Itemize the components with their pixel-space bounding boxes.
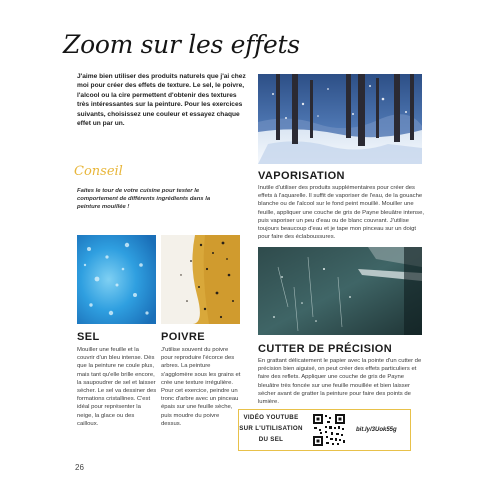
sel-image bbox=[77, 235, 156, 324]
page-number: 26 bbox=[75, 463, 84, 472]
vaporisation-text: Inutile d'utiliser des produits supplémentaires pour créer des effets à l'aquarelle. Il suffit de vaporiser de l'eau, de la gouache blanche ou de l'alcool sur le fond peint mouillé. Mouiller une feuille, appliquer une couche de gris de Payne bleuâtre intense, puis vaporiser un peu d'eau ou de blanc couvrant. J'utilise toujours beaucoup d'eau et je tape mon pinceau sur un doigt pour faire des éclaboussures. bbox=[258, 185, 425, 241]
poivre-heading: POIVRE bbox=[161, 331, 205, 343]
conseil-heading: Conseil bbox=[74, 164, 123, 179]
page-title: Zoom sur les effets bbox=[63, 30, 300, 59]
salt-texture-painting bbox=[77, 235, 156, 324]
youtube-label: VIDÉO YOUTUBE SUR L'UTILISATION DU SEL bbox=[239, 414, 303, 443]
sel-text: Mouiller une feuille et la couvrir d'un bleu intense. Dès que la peinture ne coule plus, mais tant qu'elle brille encore, la saupoudrer de sel et laisser sécher. Le sel va dessiner des formations cristallines. C'est idéal pour représenter la neige, la glace ou des cailloux. bbox=[77, 347, 157, 427]
poivre-image bbox=[161, 235, 240, 324]
vaporisation-heading: VAPORISATION bbox=[258, 170, 345, 182]
conseil-text: Faites le tour de votre cuisine pour tester le comportement de différents ingrédients dans la peinture mouillée ! bbox=[77, 188, 211, 211]
poivre-text: J'utilise souvent du poivre pour reproduire l'écorce des arbres. La peinture s'agglomère sous les grains et crée une texture irrégulière. Pour cet exercice, peindre un tronc d'arbre avec un pinceau épais sur une feuille sèche, puis moudre du poivre dessus. bbox=[161, 347, 241, 427]
pepper-texture-painting bbox=[161, 235, 240, 324]
sel-heading: SEL bbox=[77, 331, 100, 343]
snowy-forest-painting bbox=[258, 74, 422, 164]
qr-code-icon[interactable] bbox=[312, 413, 346, 447]
cutter-scratch-painting bbox=[258, 247, 422, 335]
cutter-text: En grattant délicatement le papier avec la pointe d'un cutter de précision bien aiguisé, on peut créer des effets particuliers et faire des reflets. Appliquer une couche de gris de Payne bleuâtre très foncée sur une feuille mouillée et bien laisser sécher avant de gratter la peinture pour faire des points de lumière. bbox=[258, 358, 422, 406]
vaporisation-image bbox=[258, 74, 422, 164]
youtube-link[interactable]: bit.ly/3Uok55g bbox=[356, 427, 397, 433]
cutter-heading: CUTTER DE PRÉCISION bbox=[258, 343, 393, 355]
cutter-image bbox=[258, 247, 422, 335]
intro-paragraph: J'aime bien utiliser des produits naturels que j'ai chez moi pour créer des effets de texture. Le sel, le poivre, l'alcool ou la cire permettent d'obtenir des textures très intéressantes sur la peinture. Pour les exercices suivants, choisissez une couleur et essayez chaque effet un par un. bbox=[77, 73, 246, 128]
